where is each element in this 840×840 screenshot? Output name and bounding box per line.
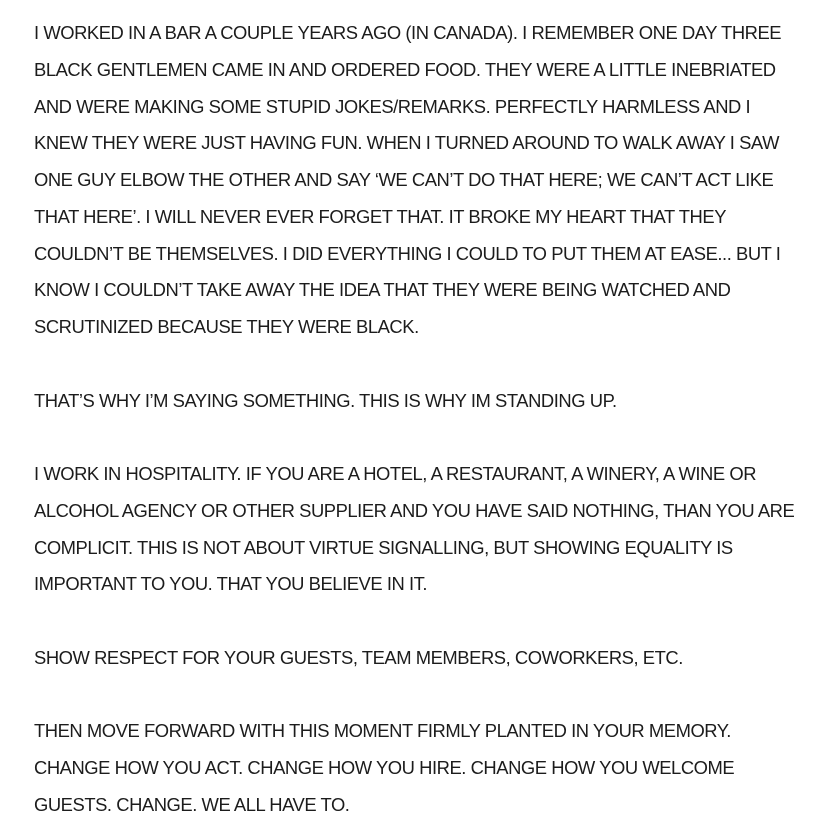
text-line: I WORK IN HOSPITALITY. IF YOU ARE A HOTEL, A RESTAURANT, A WINERY, A WINE OR <box>34 463 757 484</box>
text-line: COULDN’T BE THEMSELVES. I DID EVERYTHING I COULD TO PUT THEM AT EASE... BUT I <box>34 242 781 264</box>
text-line: I WORKED IN A BAR A COUPLE YEARS AGO (IN CANADA). I REMEMBER ONE DAY THREE <box>34 22 782 43</box>
text-line: ALCOHOL AGENCY OR OTHER SUPPLIER AND YOU HAVE SAID NOTHING, THAN YOU ARE <box>34 499 795 521</box>
text-line: IMPORTANT TO YOU. THAT YOU BELIEVE IN IT. <box>34 573 428 595</box>
text-line: KNEW THEY WERE JUST HAVING FUN. WHEN I TURNED AROUND TO WALK AWAY I SAW <box>34 132 779 154</box>
text-line: AND WERE MAKING SOME STUPID JOKES/REMARKS. PERFECTLY HARMLESS AND I <box>34 95 751 117</box>
text-line: SHOW RESPECT FOR YOUR GUESTS, TEAM MEMBERS, COWORKERS, ETC. <box>34 646 683 668</box>
text-line: KNOW I COULDN’T TAKE AWAY THE IDEA THAT THEY WERE BEING WATCHED AND <box>34 279 731 301</box>
text-line: SCRUTINIZED BECAUSE THEY WERE BLACK. <box>34 316 419 337</box>
text-line: THAT’S WHY I’M SAYING SOMETHING. THIS IS WHY IM STANDING UP. <box>34 389 617 411</box>
text-line: THEN MOVE FORWARD WITH THIS MOMENT FIRMLY PLANTED IN YOUR MEMORY. <box>34 720 731 742</box>
text-line: COMPLICIT. THIS IS NOT ABOUT VIRTUE SIGNALLING, BUT SHOWING EQUALITY IS <box>34 536 733 558</box>
text-line: CHANGE HOW YOU ACT. CHANGE HOW YOU HIRE. CHANGE HOW YOU WELCOME <box>34 757 735 778</box>
text-line: ONE GUY ELBOW THE OTHER AND SAY ‘WE CAN’T DO THAT HERE; WE CAN’T ACT LIKE <box>34 169 774 190</box>
text-line: BLACK GENTLEMEN CAME IN AND ORDERED FOOD. THEY WERE A LITTLE INEBRIATED <box>34 58 776 80</box>
text-line: THAT HERE’. I WILL NEVER EVER FORGET THAT. IT BROKE MY HEART THAT THEY <box>34 205 727 227</box>
text-line: GUESTS. CHANGE. WE ALL HAVE TO. <box>34 793 350 815</box>
